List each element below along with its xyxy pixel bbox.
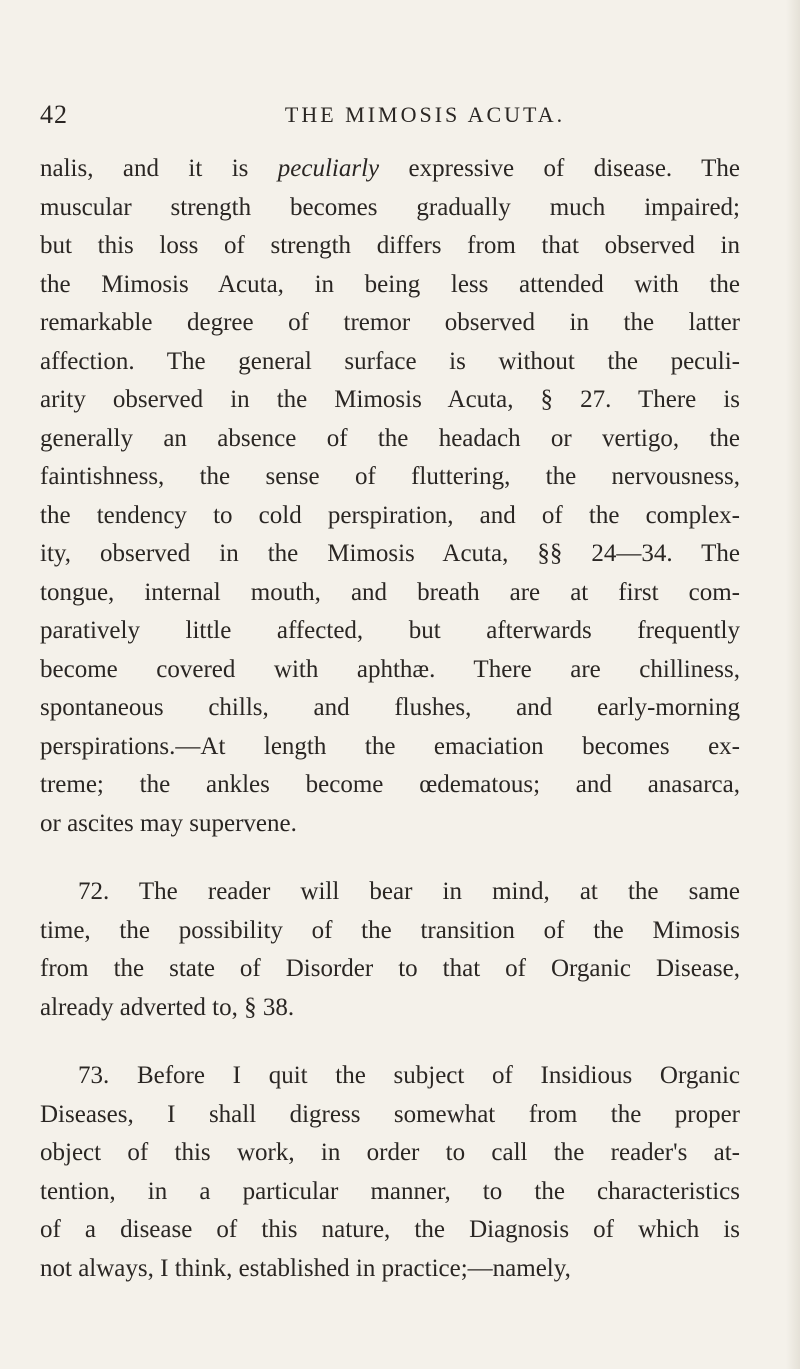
text-line: already adverted to, § 38.	[40, 993, 295, 1021]
text-line: remarkable degree of tremor observed in the latter	[40, 309, 740, 336]
paragraph	[40, 1057, 740, 1288]
text-line: ity, observed in the Mimosis Acuta, §§ 24—34. The	[40, 540, 740, 567]
text-line: tention, in a particular manner, to the characteristics	[40, 1177, 740, 1205]
italic-emphasis: peculiarly	[277, 155, 380, 182]
page-edge-shadow	[786, 0, 800, 1369]
paragraph-gap	[40, 1027, 740, 1057]
running-head	[40, 100, 740, 130]
text-line: muscular strength becomes gradually much impaired;	[40, 193, 740, 221]
text-line: paratively little affected, but afterwards frequently	[40, 617, 740, 644]
running-title: THE MIMOSIS ACUTA.	[284, 102, 566, 127]
text-line: perspirations.—At length the emaciation becomes ex-	[40, 732, 740, 760]
page-number: 42	[40, 100, 68, 129]
body-text	[40, 150, 740, 1288]
text-line: faintishness, the sense of fluttering, the nervousness,	[40, 463, 740, 490]
text-line: nalis, and it is peculiarly expressive of disease. The	[40, 155, 740, 182]
text-line: 73. Before I quit the subject of Insidious Organic	[78, 1062, 740, 1089]
text-line: become covered with aphthæ. There are chilliness,	[40, 655, 740, 683]
text-line: generally an absence of the headach or vertigo, the	[40, 424, 740, 452]
text-line: 72. The reader will bear in mind, at the same	[78, 878, 740, 905]
text-line: Diseases, I shall digress somewhat from the proper	[40, 1100, 740, 1128]
text-line: time, the possibility of the transition of the Mimosis	[40, 916, 740, 944]
text-line: but this loss of strength differs from that observed in	[40, 232, 740, 259]
text-line: or ascites may supervene.	[40, 809, 297, 837]
text-line: spontaneous chills, and flushes, and early-morning	[40, 694, 740, 721]
text-line: the tendency to cold perspiration, and of the complex-	[40, 501, 740, 529]
text-line: tongue, internal mouth, and breath are at first com-	[40, 578, 740, 606]
text-line: not always, I think, established in practice;—namely,	[40, 1254, 571, 1282]
paragraph-gap	[40, 843, 740, 873]
text-line: the Mimosis Acuta, in being less attended with the	[40, 270, 740, 298]
text-line: from the state of Disorder to that of Organic Disease,	[40, 955, 740, 982]
text-line: of a disease of this nature, the Diagnosis of which is	[40, 1216, 740, 1243]
paragraph	[40, 873, 740, 1027]
text-line: object of this work, in order to call the reader's at-	[40, 1139, 740, 1166]
text-line: arity observed in the Mimosis Acuta, § 27. There is	[40, 386, 740, 413]
text-line: affection. The general surface is without the peculi-	[40, 347, 740, 375]
text-line: treme; the ankles become œdematous; and anasarca,	[40, 771, 740, 798]
paragraph	[40, 150, 740, 843]
